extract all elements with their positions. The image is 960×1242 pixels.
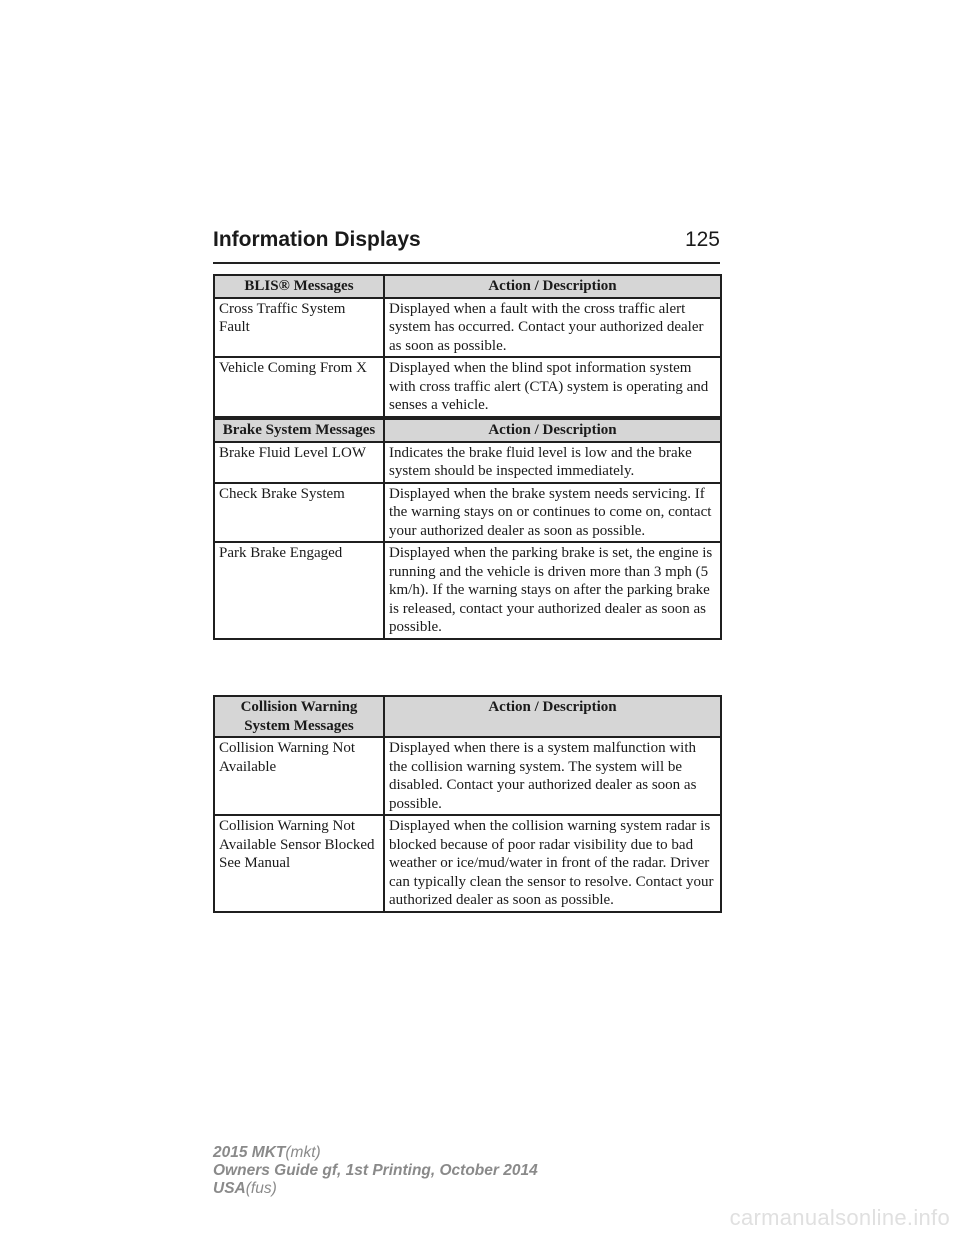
- footer-region: USA: [213, 1180, 246, 1197]
- table-row: [214, 737, 721, 815]
- description-cell: Displayed when there is a system malfunction with the collision warning system. The system will be disabled. Contact your authorized dealer as soon as possible.: [384, 737, 721, 815]
- message-cell: Check Brake System: [214, 483, 384, 543]
- column-header: Action / Description: [384, 419, 721, 442]
- message-cell: Cross Traffic System Fault: [214, 298, 384, 358]
- table-row: [214, 298, 721, 358]
- column-header: Action / Description: [384, 275, 721, 298]
- table-row: [214, 483, 721, 543]
- footer-guide: Owners Guide gf, 1st Printing, October 2014: [213, 1162, 538, 1179]
- brake-system-messages-table: [213, 418, 722, 640]
- description-cell: Displayed when a fault with the cross traffic alert system has occurred. Contact your authorized dealer as soon as possible.: [384, 298, 721, 358]
- table-row: [214, 442, 721, 483]
- message-cell: Park Brake Engaged: [214, 542, 384, 639]
- table-row: [214, 357, 721, 417]
- footer-model-code: (mkt): [285, 1144, 321, 1161]
- footer-model: 2015 MKT: [213, 1144, 286, 1161]
- table-row: [214, 815, 721, 912]
- table-header-row: [214, 696, 721, 737]
- footer-region-code: (fus): [245, 1180, 277, 1197]
- message-cell: Collision Warning Not Available: [214, 737, 384, 815]
- table-row: [214, 542, 721, 639]
- header-rule: [213, 262, 720, 264]
- footer-line-region: [213, 1180, 538, 1198]
- column-header: Brake System Messages: [214, 419, 384, 442]
- watermark: carmanualsonline.info: [729, 1205, 950, 1230]
- description-cell: Displayed when the blind spot information system with cross traffic alert (CTA) system is operating and senses a vehicle.: [384, 357, 721, 417]
- description-cell: Displayed when the collision warning system radar is blocked because of poor radar visibility due to bad weather or ice/mud/water in front of the radar. Driver can typically clean the sensor to resolve. Contact your authorized dealer as soon as possible.: [384, 815, 721, 912]
- description-cell: Indicates the brake fluid level is low and the brake system should be inspected immediately.: [384, 442, 721, 483]
- footer-line-guide: [213, 1162, 538, 1180]
- message-cell: Brake Fluid Level LOW: [214, 442, 384, 483]
- page-footer: [213, 1144, 538, 1198]
- footer-line-model: [213, 1144, 538, 1162]
- message-cell: Collision Warning Not Available Sensor Blocked See Manual: [214, 815, 384, 912]
- column-header: BLIS® Messages: [214, 275, 384, 298]
- blis-messages-table: [213, 274, 722, 418]
- page-number: 125: [684, 228, 720, 251]
- table-header-row: [214, 275, 721, 298]
- collision-warning-messages-table: [213, 695, 722, 913]
- description-cell: Displayed when the parking brake is set, the engine is running and the vehicle is driven more than 3 mph (5 km/h). If the warning stays on after the parking brake is released, contact your authorized dealer as soon as possible.: [384, 542, 721, 639]
- page-header: [213, 228, 720, 252]
- column-header: Action / Description: [384, 696, 721, 737]
- message-cell: Vehicle Coming From X: [214, 357, 384, 417]
- table-header-row: [214, 419, 721, 442]
- column-header: Collision Warning System Messages: [214, 696, 384, 737]
- section-title: Information Displays: [213, 228, 421, 251]
- description-cell: Displayed when the brake system needs servicing. If the warning stays on or continues to come on, contact your authorized dealer as soon as possible.: [384, 483, 721, 543]
